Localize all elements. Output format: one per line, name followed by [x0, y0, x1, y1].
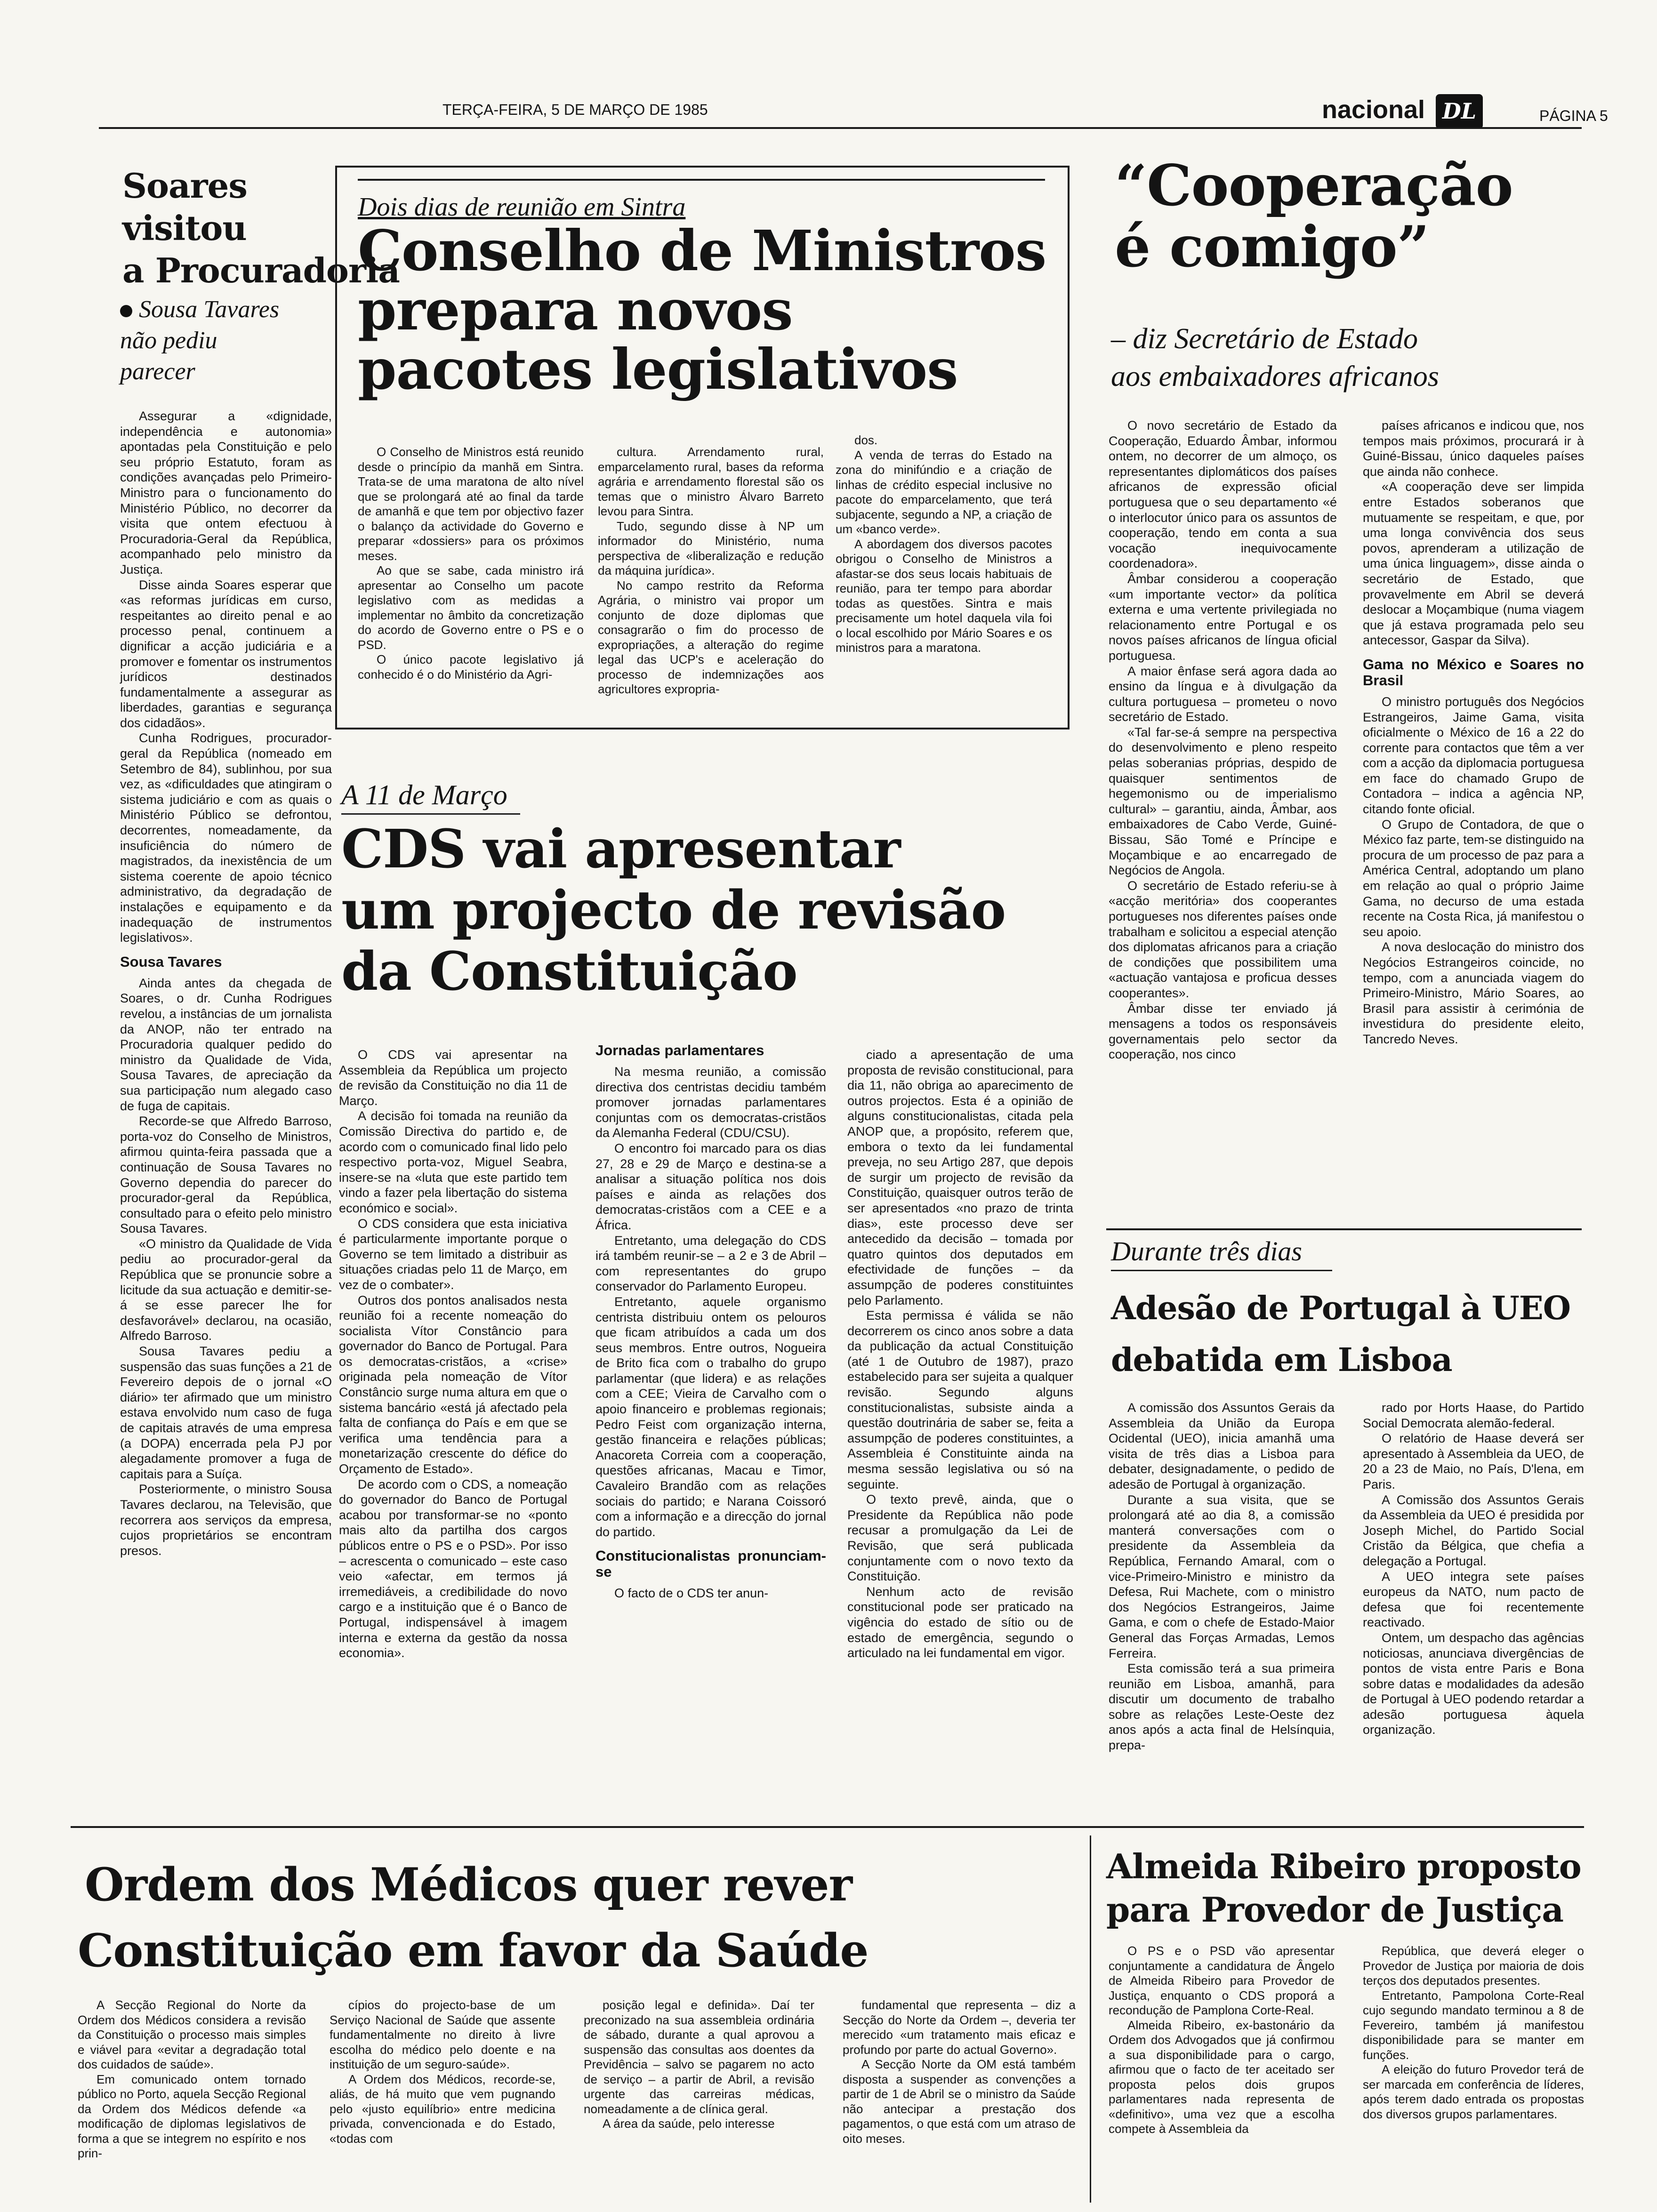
- cooperacao-subhead: Gama no México e Soares no Brasil: [1363, 656, 1584, 689]
- cds-headline-line3: da Constituição: [341, 941, 797, 1002]
- paragraph: Âmbar considerou a cooperação «um importante vector» da política externa e uma vertente privilegiada no relacionamento entre Portugal e os novos países africanos de língua oficial portuguesa.: [1109, 571, 1337, 663]
- ueo-col1: [1109, 1400, 1335, 1753]
- cds-col1: [339, 1047, 567, 1661]
- paragraph: Durante a sua visita, que se prolongará até ao dia 8, a comissão manterá conversações com o presidente da Assembleia da República, Fernando Amaral, com o vice-Primeiro-Ministro e ministro da Defesa, Rui Machete, com o ministro dos Negócios Estrangeiros, Jaime Gama, e com o chefe de Estado-Maior General das Forças Armadas, Lemos Ferreira.: [1109, 1492, 1335, 1660]
- paragraph: cípios do projecto-base de um Serviço Nacional de Saúde que assente fundamentalmente no direito à livre escolha do médico pelo doente e na instituição de um seguro-saúde».: [330, 1998, 555, 2071]
- paragraph: A área da saúde, pelo interesse: [603, 2116, 775, 2131]
- cds-col2: [595, 1042, 826, 1601]
- paragraph: O texto prevê, ainda, que o Presidente da República não pode recusar a promulgação da Lei de Revisão, que será publicada conjuntamente com o novo texto da Constituição.: [847, 1492, 1073, 1584]
- paragraph: Esta comissão terá a sua primeira reunião em Lisboa, amanhã, para discutir um documento de trabalho sobre as relações Leste-Oeste dez anos após a acta final de Helsínquia, prepa-: [1109, 1661, 1335, 1753]
- paragraph: Entretanto, Pampolona Corte-Real cujo segundo mandato terminou a 8 de Fevereiro, também já manifestou disponibilidade para se manter em funções.: [1363, 1988, 1584, 2062]
- paragraph: Ao que se sabe, cada ministro irá apresentar ao Conselho um pacote legislativo com as medidas a implementar no âmbito da concretização do acordo de Governo entre o PS e o PSD.: [358, 563, 584, 652]
- cooperacao-headline: [1115, 152, 1513, 280]
- paragraph: Nenhum acto de revisão constitucional pode ser praticado na vigência do estado de sítio ou de estado de emergência, segundo o articulado na lei fundamental em vigor.: [847, 1584, 1073, 1660]
- soares-deck: [120, 294, 279, 387]
- paragraph: Entretanto, aquele organismo centrista distribuiu ontem os pelouros que ficam atribuídos a cada um dos seus membros. Entre outros, Nogueira de Brito fica com o trabalho do grupo parlamentar (que lidera) e as relações com a CEE; Vieira de Carvalho com o apoio financeiro e problemas regionais; Pedro Feist com organização interna, gestão financeira e relações públicas; Anacoreta Correia com a cooperação, questões africanas, Macau e Timor, Cavaleiro Brandão com as relações sociais do partido; e Narana Coissoró com a informação e a direcção do jornal do partido.: [595, 1294, 826, 1539]
- ueo-headline-line2: debatida em Lisboa: [1111, 1341, 1452, 1379]
- paragraph: posição legal e definida». Daí ter preconizado na sua assembleia ordinária de sábado, durante a qual aprovou a suspensão das consultas aos doentes da Previdência – salvo se pagarem no acto de serviço – a partir de Abril, a revisão urgente das carreiras médicas, nomeadamente a de clínica geral.: [584, 1998, 814, 2116]
- provedor-col2: [1363, 1944, 1584, 2122]
- provedor-headline-line1: Almeida Ribeiro proposto: [1106, 1846, 1581, 1886]
- paragraph: cultura. Arrendamento rural, emparcelamento rural, bases da reforma agrária e arrendamento florestal são os temas que o ministro Álvaro Barreto levou para Sintra.: [598, 445, 824, 518]
- paragraph: Em comunicado ontem tornado público no Porto, aquela Secção Regional da Ordem dos Médicos defende «a modificação de diplomas legislativos de forma a que se integrem no espírito e nos prin-: [78, 2072, 306, 2160]
- newspaper-logo: [1436, 94, 1483, 129]
- paragraph: O ministro português dos Negócios Estrangeiros, Jaime Gama, visita oficialmente o México de 16 a 22 do corrente para contactos que têm a ver com a acção da diplomacia portuguesa em face do chamado Grupo de Contadora – indica a agência NP, citando fonte oficial.: [1363, 694, 1584, 817]
- paragraph: Cunha Rodrigues, procurador-geral da República (nomeado em Setembro de 84), sublinhou, por sua vez, as «dificuldades que atingiram o sistema judiciário e com as quais o Ministério Público se defrontou, decorrentes, nomeadamente, da insuficiência do número de magistrados, da inexistência de um sistema coerente de apoio técnico administrativo, da degradação de instalações e equipamento e da inadequação de instrumentos legislativos».: [120, 731, 332, 945]
- paragraph: Esta permissa é válida se não decorrerem os cinco anos sobre a data da publicação da actual Constituição (até 1 de Outubro de 1987), prazo estabelecido para ser sujeita a qualquer revisão. Segundo alguns constitucionalistas, subsiste ainda a questão doutrinária de saber se, feita a assumpção de poderes constituintes, a Assembleia é Constituinte ainda na mesma sessão legislativa ou só na seguinte.: [847, 1308, 1073, 1491]
- cds-headline: [341, 819, 1005, 1002]
- paragraph: A Secção Regional do Norte da Ordem dos Médicos considera a revisão da Constituição o processo mais simples e viável para «evitar a degradação total dos cuidados de saúde».: [78, 1998, 306, 2071]
- provedor-headline: [1106, 1845, 1581, 1931]
- provedor-headline-line2: para Provedor de Justiça: [1106, 1890, 1564, 1930]
- ueo-kicker-rule: [1111, 1270, 1332, 1271]
- section-name: nacional: [1322, 96, 1425, 124]
- paragraph: O secretário de Estado referiu-se à «acção meritória» dos cooperantes portugueses nos diferentes países onde trabalham e solicitou a especial atenção dos diplomatas africanos para a criação de condições que possibilitem uma «actuação vantajosa e proficua desses cooperantes».: [1109, 878, 1337, 1000]
- medicos-col3: [584, 1998, 814, 2132]
- cooperacao-headline-line1: “Cooperação: [1115, 152, 1513, 219]
- ueo-headline: [1111, 1282, 1570, 1386]
- cds-kicker-rule: [341, 813, 520, 815]
- cooperacao-deck-line2: aos embaixadores africanos: [1111, 361, 1439, 393]
- conselho-top-rule: [358, 179, 1045, 181]
- cds-headline-line1: CDS vai apresentar: [341, 818, 901, 880]
- paragraph: Outros dos pontos analisados nesta reunião foi a recente nomeação do socialista Vítor Constâncio para governador do Banco de Portugal. Para os democratas-cristãos, a «crise» originada pela nomeação de Vítor Constâncio surge numa altura em que o sistema bancário «está já afectado pela falta de confiança do País e em que se verifica uma tendência para a monetarização crescente do défice do Orçamento de Estado».: [339, 1293, 567, 1476]
- conselho-col2: [598, 445, 824, 697]
- bottom-rule: [71, 1826, 1584, 1828]
- provedor-col1: [1109, 1944, 1335, 2137]
- soares-headline-line1: Soares: [122, 166, 247, 206]
- paragraph: Posteriormente, o ministro Sousa Tavares declarou, na Televisão, que recorrera aos serviços da empresa, cujos proprietários se encontram presos.: [120, 1482, 332, 1558]
- masthead-rule: [99, 127, 1582, 129]
- paragraph: «O ministro da Qualidade de Vida pediu ao procurador-geral da República que se pronuncie sobre a licitude da sua actuação e demitir-se-á se esse parecer lhe for desfavorável» declarou, na ocasião, Alfredo Barroso.: [120, 1236, 332, 1343]
- paragraph: A UEO integra sete países europeus da NATO, num pacto de defesa que foi recentemente reactivado.: [1363, 1569, 1584, 1630]
- cds-subhead-constitucionalistas: Constitucionalistas pronunciam-se: [595, 1547, 826, 1580]
- paragraph: Sousa Tavares pediu a suspensão das suas funções a 21 de Fevereiro depois de o jornal «O diário» ter afirmado que um ministro estava envolvido num caso de fuga de capitais através de uma empresa (a DOPA) encerrada pela PJ por alegadamente promover a fuga de capitais para a Suíça.: [120, 1344, 332, 1481]
- paragraph: Almeida Ribeiro, ex-bastonário da Ordem dos Advogados que já confirmou a sua disponibilidade para o cargo, afirmou que o facto de ter aceitado ser proposta pelos dois grupos parlamentares nada representa de «definitivo», uma vez que a escolha compete à Assembleia da: [1109, 2018, 1335, 2136]
- soares-headline-line2: visitou: [122, 208, 247, 248]
- paragraph: O CDS considera que esta iniciativa é particularmente importante porque o Governo se tem limitado a distribuir as situações criadas pelo 11 de Março, em vez de o combater».: [339, 1216, 567, 1292]
- masthead-date: TERÇA-FEIRA, 5 DE MARÇO DE 1985: [442, 101, 708, 118]
- cds-subhead-jornadas: Jornadas parlamentares: [595, 1042, 764, 1058]
- conselho-kicker: Dois dias de reunião em Sintra: [358, 192, 686, 222]
- soares-deck-line3: parecer: [120, 358, 195, 385]
- ueo-top-rule: [1106, 1228, 1582, 1230]
- medicos-col2: [330, 1998, 555, 2146]
- page-number: PÁGINA 5: [1539, 107, 1608, 124]
- ueo-kicker: Durante três dias: [1111, 1236, 1302, 1266]
- paragraph: A nova deslocação do ministro dos Negócios Estrangeiros coincide, no tempo, com a anunciada viagem do Primeiro-Ministro, Mário Soares, ao Brasil para assistir à cerimónia de investidura do presidente eleito, Tancredo Neves.: [1363, 940, 1584, 1046]
- paragraph: Na mesma reunião, a comissão directiva dos centristas decidiu também promover jornadas parlamentares conjuntas com os democratas-cristãos da Alemanha Federal (CDU/CSU).: [595, 1065, 826, 1140]
- medicos-col1: [78, 1998, 306, 2161]
- paragraph: O relatório de Haase deverá ser apresentado à Assembleia da UEO, de 20 a 23 de Maio, no País, D'lena, em Paris.: [1363, 1431, 1584, 1491]
- paragraph: A comissão dos Assuntos Gerais da Assembleia da União da Europa Ocidental (UEO), inicia amanhã uma visita de três dias a Lisboa para debater, designadamente, o pedido de adesão de Portugal à organização.: [1109, 1401, 1335, 1491]
- paragraph: Âmbar disse ter enviado já mensagens a todos os responsáveis governamentais pelo sector da cooperação, nos cinco: [1109, 1001, 1337, 1062]
- paragraph: Ontem, um despacho das agências noticiosas, anunciava divergências de pontos de vista entre Paris e Bona sobre datas e modalidades da adesão de Portugal à UEO podendo retardar a adesão portuguesa àquela organização.: [1363, 1630, 1584, 1737]
- paragraph: No campo restrito da Reforma Agrária, o ministro vai propor um conjunto de doze diplomas que consagrarão o fim do processo de expropriações, a alteração do regime legal das UCP's e aceleração do processo de indemnizações aos agricultores expropria-: [598, 578, 824, 696]
- soares-subhead: Sousa Tavares: [120, 953, 222, 970]
- medicos-headline-line1: Ordem dos Médicos quer rever: [85, 1858, 853, 1911]
- medicos-headline: [78, 1852, 868, 1984]
- paragraph: A Secção Norte da OM está também disposta a suspender as convenções a partir de 1 de Abril se o ministro da Saúde não antecipar a prestação dos pagamentos, o que está com um atraso de oito meses.: [843, 2057, 1076, 2146]
- cooperacao-deck-line1: – diz Secretário de Estado: [1111, 323, 1418, 355]
- paragraph: dos.: [854, 433, 878, 447]
- cds-col3: [847, 1047, 1073, 1661]
- conselho-headline-line2: prepara novos: [358, 277, 793, 343]
- paragraph: O facto de o CDS ter anun-: [614, 1586, 769, 1601]
- cooperacao-col2: [1363, 418, 1584, 1047]
- medicos-headline-line2: Constituição em favor da Saúde: [78, 1924, 869, 1977]
- cds-headline-line2: um projecto de revisão: [341, 880, 1006, 941]
- paragraph: «A cooperação deve ser limpida entre Estados soberanos que mutuamente se respeitam, e que, por uma longa convivência dos seus povos, aprenderam a utilização de uma única linguagem», disse ainda o secretário de Estado, que provavelmente em Abril se deverá deslocar a Moçambique (numa viagem que já estava programada pelo seu antecessor, Gaspar da Silva).: [1363, 480, 1584, 648]
- paragraph: A eleição do futuro Provedor terá de ser marcada em conferência de líderes, após terem dado entrada os propostas dos diversos grupos parlamentares.: [1363, 2062, 1584, 2121]
- paragraph: A abordagem dos diversos pacotes obrigou o Conselho de Ministros a afastar-se dos seus locais habituais de reunião, para ter tempo para abordar todas as questões. Sintra e mais precisamente um hotel daquela vila foi o local escolhido por Mário Soares e os ministros para a maratona.: [836, 537, 1052, 655]
- medicos-col4: [843, 1998, 1076, 2146]
- paragraph: A venda de terras do Estado na zona do minifúndio e a criação de linhas de crédito especial inclusive no pacote do emparcelamento, que terá subjacente, segundo a NP, a criação de um «banco verde».: [836, 448, 1052, 536]
- paragraph: A maior ênfase será agora dada ao ensino da língua e à divulgação da cultura portuguesa – prometeu o novo secretário de Estado.: [1109, 664, 1337, 724]
- paragraph: República, que deverá eleger o Provedor de Justiça por maioria de dois terços dos deputados presentes.: [1363, 1944, 1584, 1988]
- paragraph: A decisão foi tomada na reunião da Comissão Directiva do partido e, de acordo com o comunicado final lido pelo respectivo porta-voz, Miguel Seabra, insere-se na «luta que este partido tem vindo a fazer pela libertação do sistema económico e social».: [339, 1109, 567, 1215]
- conselho-col1: [358, 445, 584, 682]
- cooperacao-headline-line2: é comigo”: [1115, 214, 1429, 280]
- bullet-icon: [120, 305, 132, 317]
- paragraph: Ainda antes da chegada de Soares, o dr. Cunha Rodrigues revelou, a instâncias de um jornalista da ANOP, não ter entrado na Procuradoria qualquer pedido do ministro da Qualidade de Vida, Sousa Tavares, de apreciação da sua participação num alegado caso de fuga de capitais.: [120, 976, 332, 1113]
- paragraph: países africanos e indicou que, nos tempos mais próximos, procurará ir à Guiné-Bissau, único daqueles países que ainda não conhece.: [1363, 418, 1584, 479]
- paragraph: O PS e o PSD vão apresentar conjuntamente a candidatura de Ângelo de Almeida Ribeiro para Provedor de Justiça, enquanto o CDS proporá a recondução de Pamplona Corte-Real.: [1109, 1944, 1335, 2017]
- ueo-col2: [1363, 1400, 1584, 1738]
- paragraph: Assegurar a «dignidade, independência e autonomia» apontadas pela Constituição e pelo seu próprio Estatuto, foram as condições avançadas pelo Primeiro-Ministro para o funcionamento do Ministério Público, no decorrer da visita que ontem efectuou à Procuradoria-Geral da República, acompanhado pelo ministro da Justiça.: [120, 409, 332, 577]
- soares-headline-line3: a Procuradoria: [122, 250, 400, 290]
- paragraph: rado por Horts Haase, do Partido Social Democrata alemão-federal.: [1363, 1401, 1584, 1430]
- cooperacao-col1: [1109, 418, 1337, 1062]
- paragraph: A Comissão dos Assuntos Gerais da Assembleia da UEO é presidida por Joseph Michel, do Partido Social Cristão da Bélgica, que chefia a delegação a Portugal.: [1363, 1492, 1584, 1568]
- conselho-headline-line1: Conselho de Ministros: [358, 218, 1046, 283]
- paragraph: Entretanto, uma delegação do CDS irá também reunir-se – a 2 e 3 de Abril – com representantes do grupo conservador do Parlamento Europeu.: [595, 1233, 826, 1294]
- cooperacao-deck: [1111, 320, 1439, 395]
- paragraph: O novo secretário de Estado da Cooperação, Eduardo Âmbar, informou ontem, no decorrer de um almoço, os representantes diplomáticos dos países africanos de expressão oficial portuguesa que o seu departamento «é o interlocutor único para os assuntos de cooperação, tendo em conta a sua vocação inequivocamente coordenadora».: [1109, 418, 1337, 571]
- paragraph: O encontro foi marcado para os dias 27, 28 e 29 de Março e destina-se a analisar a situação política nos dois países e ainda as relações dos democratas-cristãos com a CEE e a África.: [595, 1141, 826, 1232]
- paragraph: A Ordem dos Médicos, recorde-se, aliás, de há muito que vem pugnando pelo «justo equilíbrio» entre medicina privada, convencionada e do Estado, «todas com: [330, 2072, 555, 2146]
- cds-kicker: A 11 de Março: [341, 779, 507, 810]
- paragraph: O CDS vai apresentar na Assembleia da República um projecto de revisão da Constituição no dia 11 de Março.: [339, 1048, 567, 1108]
- ueo-headline-line1: Adesão de Portugal à UEO: [1111, 1290, 1570, 1327]
- logo-text: DL: [1442, 98, 1477, 124]
- paragraph: Tudo, segundo disse à NP um informador do Ministério, numa perspectiva de «liberalização e redução da máquina jurídica».: [598, 519, 824, 577]
- soares-deck-line1: Sousa Tavares: [139, 296, 280, 323]
- soares-body-1: [120, 409, 332, 1558]
- bottom-vertical-rule: [1090, 1835, 1091, 2203]
- paragraph: ciado a apresentação de uma proposta de revisão constitucional, para dia 11, não obriga ao aparecimento de outros projectos. Esta é a opinião de alguns constitucionalistas, citada pela ANOP que, a propósito, referem que, embora o texto da lei fundamental preveja, no seu Artigo 287, que depois de surgir um projecto de revisão da Constituição, quaisquer outros terão de ser apresentados «no prazo de trinta dias», este processo deve ser antecedido da decisão – tomada por quatro quintos dos deputados em efectividade de funções – da assumpção de poderes constituintes pelo Parlamento.: [847, 1048, 1073, 1307]
- paragraph: O único pacote legislativo já conhecido é o do Ministério da Agri-: [358, 652, 584, 681]
- conselho-col3: [836, 433, 1052, 656]
- paragraph: O Conselho de Ministros está reunido desde o princípio da manhã em Sintra. Trata-se de uma maratona de alto nível que se prolongará até ao final da tarde de amanhã e que tem por objectivo fazer o balanço da actividade do Governo e preparar «dossiers» para os próximos meses.: [358, 445, 584, 563]
- paragraph: Recorde-se que Alfredo Barroso, porta-voz do Conselho de Ministros, afirmou quinta-feira passada que a continuação de Sousa Tavares no Governo dependia do parecer do procurador-geral da República, consultado para o efeito pelo ministro Sousa Tavares.: [120, 1114, 332, 1236]
- paragraph: De acordo com o CDS, a nomeação do governador do Banco de Portugal acabou por transformar-se no «ponto mais alto da partilha dos cargos públicos entre o PS e o PSD». Por isso – acrescenta o comunicado – este caso veio «afectar, em termos já irremediáveis, a credibilidade do novo cargo e a instituição que é o Banco de Portugal, indispensável à imagem interna e externa da gestão da nossa economia».: [339, 1477, 567, 1660]
- paragraph: fundamental que representa – diz a Secção do Norte da Ordem –, deveria ter merecido «um tratamento mais eficaz e profundo por parte do actual Governo».: [843, 1998, 1076, 2057]
- soares-deck-line2: não pediu: [120, 327, 217, 354]
- conselho-headline: [358, 218, 1046, 402]
- paragraph: O Grupo de Contadora, de que o México faz parte, tem-se distinguido na procura de um processo de paz para a América Central, adoptando um plano em relação ao qual o próprio Jaime Gama, no decurso de uma estada recente na Costa Rica, já manifestou o seu apoio.: [1363, 817, 1584, 939]
- conselho-headline-line3: pacotes legislativos: [358, 337, 958, 402]
- paragraph: Disse ainda Soares esperar que «as reformas jurídicas em curso, respeitantes ao direito penal e ao processo penal, continuem a dignificar a acção judiciária e a promover e fomentar os instrumentos jurídicos destinados fundamentalmente a assegurar as liberdades, garantias e segurança dos cidadãos».: [120, 577, 332, 730]
- paragraph: «Tal far-se-á sempre na perspectiva do desenvolvimento e pleno respeito pelas soberanias próprias, despido de quaisquer sentimentos de hegemonismo ou de imperialismo cultural» – garantiu, ainda, Âmbar, aos embaixadores de Cabo Verde, Guiné-Bissau, São Tomé e Príncipe e Moçambique e ao encarregado de Negócios de Angola.: [1109, 725, 1337, 878]
